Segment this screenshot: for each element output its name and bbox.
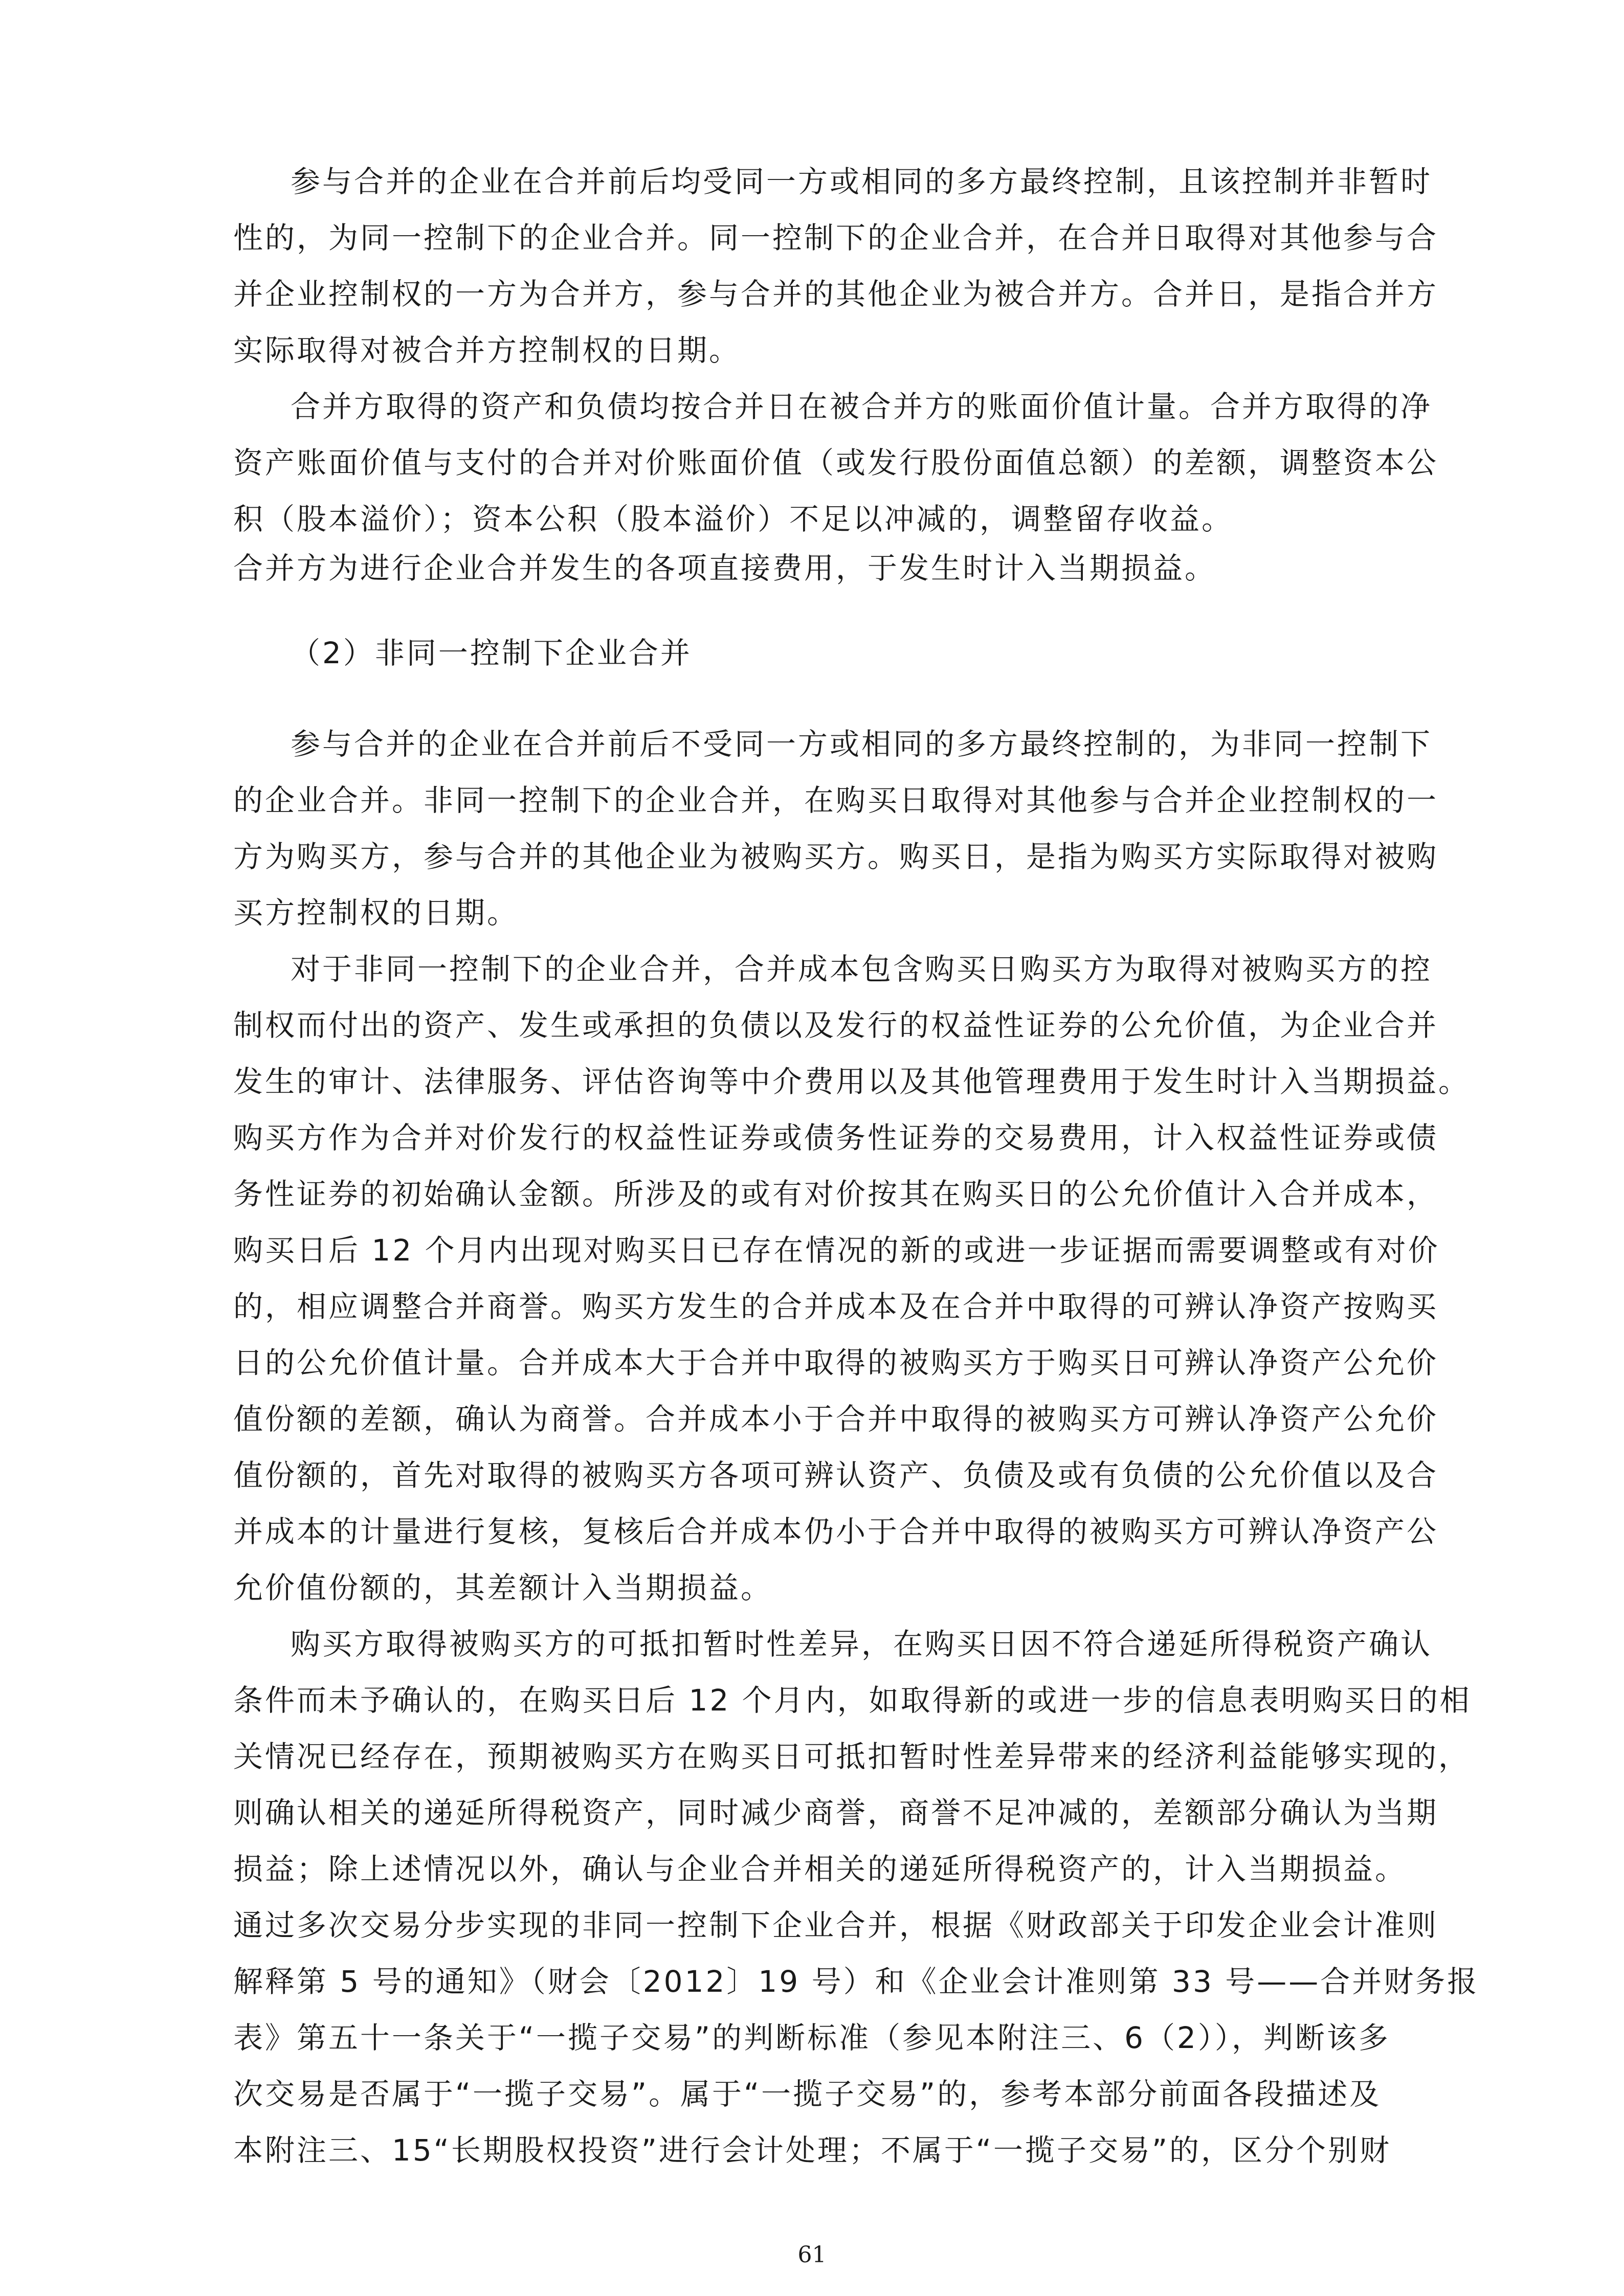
text-line: 次交易是否属于“一揽子交易”。属于“一揽子交易”的，参考本部分前面各段描述及 xyxy=(233,2077,1382,2111)
text-line: 积（股本溢价）；资本公积（股本溢价）不足以冲减的，调整留存收益。 xyxy=(233,502,1234,536)
text-line: 关情况已经存在，预期被购买方在购买日可抵扣暂时性差异带来的经济利益能够实现的， xyxy=(233,1739,1471,1774)
text-line: 的，相应调整合并商誉。购买方发生的合并成本及在合并中取得的可辨认净资产按购买 xyxy=(233,1289,1439,1324)
text-line: 值份额的，首先对取得的被购买方各项可辨认资产、负债及或有负债的公允价值以及合 xyxy=(233,1458,1439,1493)
text-line: 制权而付出的资产、发生或承担的负债以及发行的权益性证券的公允价值，为企业合并 xyxy=(233,1008,1439,1043)
text-line: 性的，为同一控制下的企业合并。同一控制下的企业合并，在合并日取得对其他参与合 xyxy=(233,220,1439,255)
text-line: 务性证券的初始确认金额。所涉及的或有对价按其在购买日的公允价值计入合并成本， xyxy=(233,1177,1439,1211)
text-line: 参与合并的企业在合并前后不受同一方或相同的多方最终控制的，为非同一控制下 xyxy=(291,727,1433,761)
text-line: 买方控制权的日期。 xyxy=(233,895,519,930)
text-line: 的企业合并。非同一控制下的企业合并，在购买日取得对其他参与合并企业控制权的一 xyxy=(233,783,1439,818)
text-line: 合并方取得的资产和负债均按合并日在被合并方的账面价值计量。合并方取得的净 xyxy=(291,389,1433,424)
text-line: 资产账面价值与支付的合并对价账面价值（或发行股份面值总额）的差额，调整资本公 xyxy=(233,445,1439,480)
text-line: 购买方取得被购买方的可抵扣暂时性差异，在购买日因不符合递延所得税资产确认 xyxy=(291,1627,1433,1661)
text-line: 对于非同一控制下的企业合并，合并成本包含购买日购买方为取得对被购买方的控 xyxy=(291,952,1433,986)
page-number: 61 xyxy=(797,2242,827,2268)
text-line: 方为购买方，参与合并的其他企业为被购买方。购买日，是指为购买方实际取得对被购 xyxy=(233,839,1439,874)
text-line: 购买日后 12 个月内出现对购买日已存在情况的新的或进一步证据而需要调整或有对价 xyxy=(233,1233,1440,1268)
text-line: 损益；除上述情况以外，确认与企业合并相关的递延所得税资产的，计入当期损益。 xyxy=(233,1852,1407,1886)
text-line: 表》第五十一条关于“一揽子交易”的判断标准（参见本附注三、6（2）），判断该多 xyxy=(233,2020,1390,2055)
text-line: 并企业控制权的一方为合并方，参与合并的其他企业为被合并方。合并日，是指合并方 xyxy=(233,277,1439,311)
text-line: 允价值份额的，其差额计入当期损益。 xyxy=(233,1570,773,1605)
text-line: 发生的审计、法律服务、评估咨询等中介费用以及其他管理费用于发生时计入当期损益。 xyxy=(233,1064,1471,1099)
text-line: 本附注三、15“长期股权投资”进行会计处理；不属于“一揽子交易”的，区分个别财 xyxy=(233,2133,1391,2168)
text-line: （2）非同一控制下企业合并 xyxy=(291,636,692,670)
text-line: 通过多次交易分步实现的非同一控制下企业合并，根据《财政部关于印发企业会计准则 xyxy=(233,1908,1439,1943)
text-line: 并成本的计量进行复核，复核后合并成本仍小于合并中取得的被购买方可辨认净资产公 xyxy=(233,1514,1439,1549)
text-line: 实际取得对被合并方控制权的日期。 xyxy=(233,333,741,368)
text-line: 则确认相关的递延所得税资产，同时减少商誉，商誉不足冲减的，差额部分确认为当期 xyxy=(233,1795,1439,1830)
text-line: 购买方作为合并对价发行的权益性证券或债务性证券的交易费用，计入权益性证券或债 xyxy=(233,1120,1439,1155)
text-line: 解释第 5 号的通知》（财会〔2012〕19 号）和《企业会计准则第 33 号——合并财务报 xyxy=(233,1964,1479,1999)
text-line: 值份额的差额，确认为商誉。合并成本小于合并中取得的被购买方可辨认净资产公允价 xyxy=(233,1402,1439,1436)
text-line: 参与合并的企业在合并前后均受同一方或相同的多方最终控制，且该控制并非暂时 xyxy=(291,164,1433,199)
text-line: 日的公允价值计量。合并成本大于合并中取得的被购买方于购买日可辨认净资产公允价 xyxy=(233,1345,1439,1380)
text-line: 条件而未予确认的，在购买日后 12 个月内，如取得新的或进一步的信息表明购买日的相 xyxy=(233,1683,1472,1718)
text-line: 合并方为进行企业合并发生的各项直接费用，于发生时计入当期损益。 xyxy=(233,551,1217,586)
